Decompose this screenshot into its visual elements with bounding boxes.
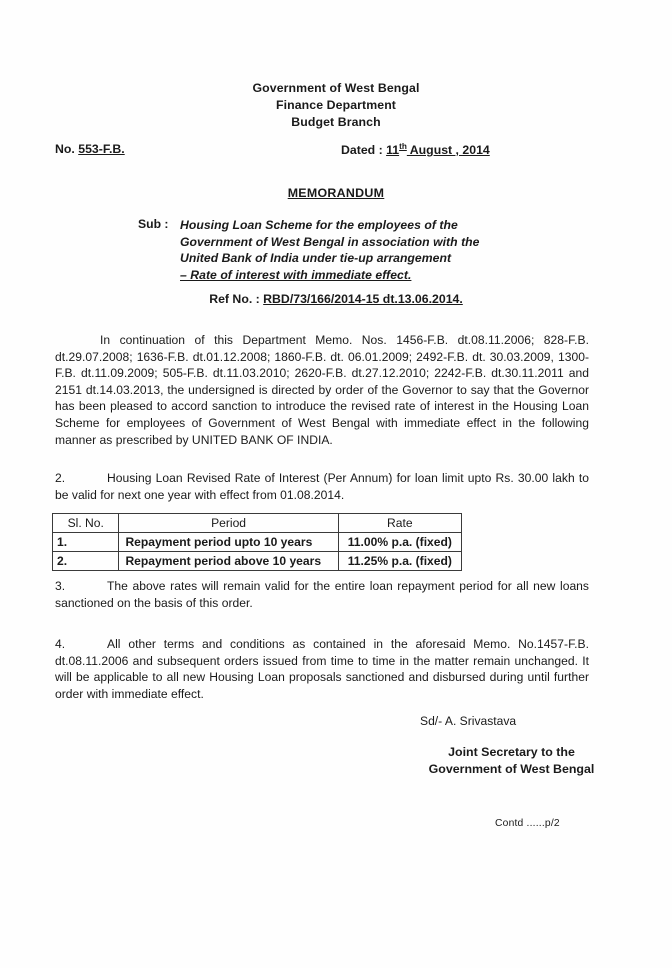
subject-line-2: Government of West Bengal in association with the: [180, 234, 480, 249]
designation-line-1: Joint Secretary to the: [448, 745, 575, 759]
signatory-designation: [404, 744, 619, 777]
table-cell-rate: 11.25% p.a. (fixed): [338, 552, 461, 571]
ref-number-line: [0, 292, 672, 306]
paragraph-3-number: 3.: [55, 579, 66, 593]
table-row: [53, 552, 462, 571]
letterhead-line-department: Finance Department: [275, 98, 396, 112]
table-header-rate: Rate: [338, 514, 461, 533]
paragraph-1: In continuation of this Department Memo. Nos. 1456-F.B. dt.08.11.2006; 828-F.B. dt.29.07.2008; 1636-F.B. dt.01.12.2008; 1860-F.B. dt. 06.01.2009; 2492-F.B. dt. 30.03.2009, 1300-F.B. dt.11.09.2009; 505-F.B. dt.11.03.2010; 2620-F.B. dt.27.12.2010; 2242-F.B. dt.30.11.2011 and 2151 dt.14.03.2013, the undersigned is directed by order of the Governor to say that the Governor has been pleased to accord sanction to introduce the revised rate of interest in the Housing Loan Scheme for employees of Government of West Bengal with immediate effect in the following manner as prescribed by UNITED BANK OF INDIA.: [55, 333, 589, 447]
memo-date-day: 11: [386, 143, 400, 158]
paragraph-2-number: 2.: [55, 471, 66, 485]
memo-number: [55, 142, 125, 156]
memo-reference-row: [55, 142, 622, 160]
letterhead-line-branch: Budget Branch: [291, 115, 381, 129]
subject-label: Sub :: [138, 217, 169, 231]
signature-line: Sd/- A. Srivastava: [420, 714, 517, 728]
memo-date-ordinal: th: [399, 142, 407, 151]
subject-line-3: United Bank of India under tie-up arrangement: [180, 251, 452, 265]
table-row: [53, 533, 462, 552]
memo-date-rest: August , 2014: [406, 143, 490, 158]
table-cell-sl-no: 1.: [53, 533, 119, 552]
memorandum-heading: MEMORANDUM: [287, 186, 385, 200]
memo-date: [341, 142, 490, 157]
paragraph-2: [55, 470, 589, 503]
table-header-period: Period: [119, 514, 338, 533]
ref-number-label: Ref No. :: [209, 292, 264, 306]
designation-line-2: Government of West Bengal: [428, 761, 595, 776]
footer-continued: Contd ......p/2: [495, 818, 560, 829]
subject-text: [180, 217, 480, 283]
letterhead-line-government: Government of West Bengal: [252, 81, 420, 95]
paragraph-4: [55, 636, 589, 702]
paragraph-3: [55, 578, 589, 611]
table-header-sl-no: Sl. No.: [53, 514, 119, 533]
table-header-row: [53, 514, 462, 533]
memo-number-label: No.: [55, 142, 79, 156]
subject-line-4: – Rate of interest with immediate effect.: [180, 267, 412, 282]
table-cell-period: Repayment period upto 10 years: [119, 533, 338, 552]
memo-number-value: 553-F.B.: [78, 142, 125, 156]
paragraph-2-text: Housing Loan Revised Rate of Interest (Per Annum) for loan limit upto Rs. 30.00 lakh to be valid for next one year with effect from 01.08.2014.: [55, 471, 589, 502]
ref-number-value: RBD/73/166/2014-15 dt.13.06.2014.: [263, 292, 463, 306]
rate-table: [52, 513, 462, 571]
table-cell-period: Repayment period above 10 years: [119, 552, 338, 571]
subject-line-1: Housing Loan Scheme for the employees of the: [180, 218, 458, 232]
paragraph-4-number: 4.: [55, 637, 66, 651]
paragraph-3-text: The above rates will remain valid for the entire loan repayment period for all new loans sanctioned on the basis of this order.: [55, 579, 589, 610]
memo-date-label: Dated :: [341, 143, 387, 158]
table-cell-sl-no: 2.: [53, 552, 119, 571]
table-cell-rate: 11.00% p.a. (fixed): [338, 533, 461, 552]
paragraph-4-text: All other terms and conditions as contained in the aforesaid Memo. No.1457-F.B. dt.08.11.2006 and subsequent orders issued from time to time in the matter remain unchanged. It will be applicable to all new Housing Loan proposals sanctioned and disbursed during until further order with immediate effect.: [55, 637, 589, 701]
letterhead: [0, 80, 672, 131]
subject-block: [138, 217, 480, 283]
